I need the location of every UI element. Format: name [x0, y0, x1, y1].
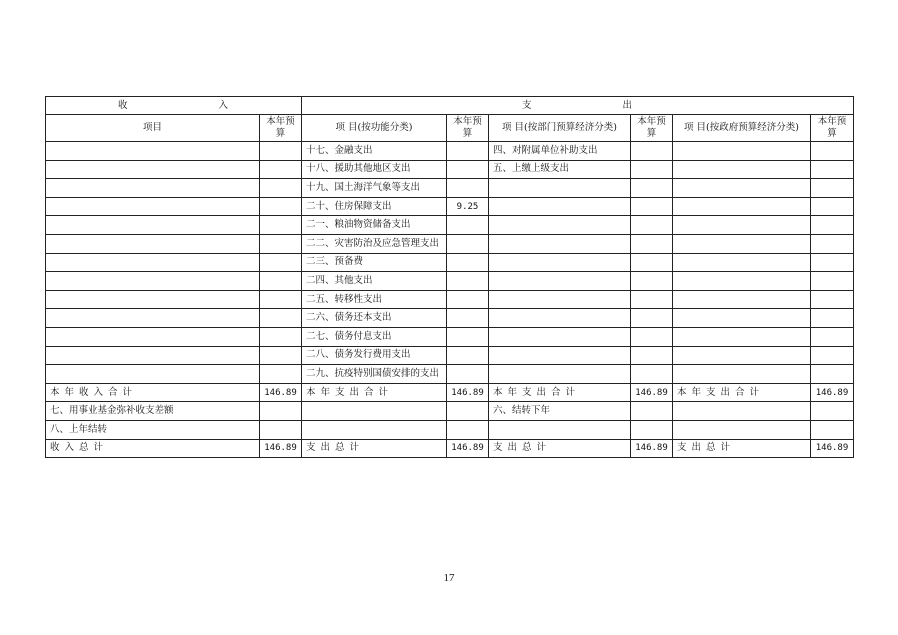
gov-amount-cell — [811, 420, 854, 439]
income-item-cell — [46, 365, 260, 384]
table-row — [46, 216, 854, 235]
gov-item-cell — [673, 402, 811, 421]
fund-offset-label: 七、用事业基金弥补收支差额 — [46, 402, 260, 421]
income-amount-cell — [260, 234, 302, 253]
current-year-header: 本年预算 — [811, 115, 854, 142]
function-grand-total-value: 146.89 — [447, 439, 489, 458]
gov-item-cell — [673, 309, 811, 328]
dept-total-value: 146.89 — [631, 383, 673, 402]
gov-item-cell — [673, 142, 811, 161]
gov-item-cell — [673, 272, 811, 291]
gov-item-cell — [673, 253, 811, 272]
table-row — [46, 365, 854, 384]
function-item-cell: 二三、预备费 — [302, 253, 447, 272]
dept-item-cell — [489, 327, 631, 346]
table-row — [46, 197, 854, 216]
gov-item-cell — [673, 234, 811, 253]
income-amount-cell — [260, 402, 302, 421]
function-amount-cell — [447, 365, 489, 384]
function-amount-cell — [447, 216, 489, 235]
table-row — [46, 420, 854, 439]
table-row — [46, 272, 854, 291]
table-row — [46, 142, 854, 161]
income-header: 收 入 — [46, 97, 302, 115]
table-body — [46, 97, 854, 458]
income-amount-cell — [260, 327, 302, 346]
income-amount-cell — [260, 179, 302, 198]
dept-item-cell — [489, 272, 631, 291]
dept-item-cell — [489, 309, 631, 328]
expense-grand-total-label: 支出总计 — [673, 439, 811, 458]
expense-header: 支 出 — [302, 97, 854, 115]
function-class-header: 项 目(按功能分类) — [302, 115, 447, 142]
dept-grand-total-value: 146.89 — [631, 439, 673, 458]
table-row — [46, 234, 854, 253]
dept-item-cell — [489, 253, 631, 272]
dept-item-cell: 五、上缴上级支出 — [489, 160, 631, 179]
income-item-cell — [46, 234, 260, 253]
function-amount-cell — [447, 420, 489, 439]
gov-amount-cell — [811, 365, 854, 384]
function-amount-cell — [447, 179, 489, 198]
annual-total-row — [46, 383, 854, 402]
gov-total-value: 146.89 — [811, 383, 854, 402]
gov-amount-cell — [811, 234, 854, 253]
function-item-cell: 二九、抗疫特别国债安排的支出 — [302, 365, 447, 384]
dept-amount-cell — [631, 253, 673, 272]
gov-amount-cell — [811, 309, 854, 328]
budget-table — [45, 96, 854, 458]
dept-amount-cell — [631, 309, 673, 328]
current-year-header: 本年预算 — [447, 115, 489, 142]
gov-amount-cell — [811, 346, 854, 365]
function-item-cell: 二二、灾害防治及应急管理支出 — [302, 234, 447, 253]
current-year-header: 本年预算 — [631, 115, 673, 142]
income-amount-cell — [260, 420, 302, 439]
income-grand-total-value: 146.89 — [260, 439, 302, 458]
table-row — [46, 290, 854, 309]
dept-item-cell: 四、对附属单位补助支出 — [489, 142, 631, 161]
gov-amount-cell — [811, 402, 854, 421]
gov-amount-cell — [811, 327, 854, 346]
function-amount-cell: 9.25 — [447, 197, 489, 216]
gov-item-cell — [673, 290, 811, 309]
dept-amount-cell — [631, 402, 673, 421]
dept-item-cell — [489, 346, 631, 365]
gov-item-cell — [673, 327, 811, 346]
function-amount-cell — [447, 327, 489, 346]
table-row — [46, 402, 854, 421]
table-row — [46, 309, 854, 328]
function-amount-cell — [447, 253, 489, 272]
dept-amount-cell — [631, 234, 673, 253]
dept-amount-cell — [631, 179, 673, 198]
function-amount-cell — [447, 346, 489, 365]
gov-amount-cell — [811, 197, 854, 216]
function-item-cell: 十八、援助其他地区支出 — [302, 160, 447, 179]
expense-total-label: 本年支出合计 — [489, 383, 631, 402]
expense-total-label: 本年支出合计 — [673, 383, 811, 402]
income-amount-cell — [260, 290, 302, 309]
dept-item-cell — [489, 197, 631, 216]
function-item-cell: 二七、债务付息支出 — [302, 327, 447, 346]
function-item-cell: 二六、债务还本支出 — [302, 309, 447, 328]
header-row-2 — [46, 115, 854, 142]
function-item-cell: 二一、粮油物资储备支出 — [302, 216, 447, 235]
function-amount-cell — [447, 309, 489, 328]
gov-amount-cell — [811, 272, 854, 291]
function-amount-cell — [447, 402, 489, 421]
gov-item-cell — [673, 365, 811, 384]
expense-total-label: 本年支出合计 — [302, 383, 447, 402]
income-amount-cell — [260, 197, 302, 216]
income-item-cell — [46, 253, 260, 272]
income-item-cell — [46, 327, 260, 346]
function-amount-cell — [447, 234, 489, 253]
income-item-cell — [46, 179, 260, 198]
dept-amount-cell — [631, 216, 673, 235]
dept-item-cell — [489, 216, 631, 235]
table-row — [46, 327, 854, 346]
function-item-cell: 二八、债务发行费用支出 — [302, 346, 447, 365]
expense-grand-total-label: 支出总计 — [302, 439, 447, 458]
income-item-cell — [46, 216, 260, 235]
income-amount-cell — [260, 253, 302, 272]
dept-econ-header: 项 目(按部门预算经济分类) — [489, 115, 631, 142]
income-amount-cell — [260, 309, 302, 328]
function-item-cell: 十七、金融支出 — [302, 142, 447, 161]
income-total-label: 本年收入合计 — [46, 383, 260, 402]
function-amount-cell — [447, 160, 489, 179]
function-item-cell: 二五、转移性支出 — [302, 290, 447, 309]
gov-econ-header: 项 目(按政府预算经济分类) — [673, 115, 811, 142]
dept-amount-cell — [631, 290, 673, 309]
header-row-1 — [46, 97, 854, 115]
dept-amount-cell — [631, 160, 673, 179]
dept-amount-cell — [631, 197, 673, 216]
page-number: 17 — [443, 572, 455, 584]
dept-amount-cell — [631, 346, 673, 365]
function-total-value: 146.89 — [447, 383, 489, 402]
gov-item-cell — [673, 197, 811, 216]
gov-amount-cell — [811, 253, 854, 272]
grand-total-row — [46, 439, 854, 458]
gov-item-cell — [673, 346, 811, 365]
function-item-cell: 十九、国土海洋气象等支出 — [302, 179, 447, 198]
income-amount-cell — [260, 142, 302, 161]
function-item-cell: 二十、住房保障支出 — [302, 197, 447, 216]
dept-amount-cell — [631, 142, 673, 161]
table-row — [46, 346, 854, 365]
gov-amount-cell — [811, 142, 854, 161]
gov-grand-total-value: 146.89 — [811, 439, 854, 458]
income-item-cell — [46, 346, 260, 365]
gov-item-cell — [673, 179, 811, 198]
income-amount-cell — [260, 216, 302, 235]
income-amount-cell — [260, 346, 302, 365]
item-header: 项目 — [46, 115, 260, 142]
income-total-value: 146.89 — [260, 383, 302, 402]
function-amount-cell — [447, 272, 489, 291]
function-item-cell: 二四、其他支出 — [302, 272, 447, 291]
income-item-cell — [46, 290, 260, 309]
prior-year-carryover-label: 八、上年结转 — [46, 420, 260, 439]
gov-item-cell — [673, 420, 811, 439]
dept-amount-cell — [631, 272, 673, 291]
table-row — [46, 179, 854, 198]
table-row — [46, 160, 854, 179]
function-item-cell — [302, 402, 447, 421]
gov-amount-cell — [811, 216, 854, 235]
dept-amount-cell — [631, 327, 673, 346]
dept-item-cell — [489, 179, 631, 198]
income-item-cell — [46, 272, 260, 291]
income-amount-cell — [260, 160, 302, 179]
dept-amount-cell — [631, 420, 673, 439]
gov-amount-cell — [811, 160, 854, 179]
gov-item-cell — [673, 216, 811, 235]
carry-forward-label: 六、结转下年 — [489, 402, 631, 421]
current-year-header: 本年预算 — [260, 115, 302, 142]
income-item-cell — [46, 309, 260, 328]
function-amount-cell — [447, 142, 489, 161]
expense-grand-total-label: 支出总计 — [489, 439, 631, 458]
income-grand-total-label: 收入总计 — [46, 439, 260, 458]
gov-amount-cell — [811, 179, 854, 198]
dept-item-cell — [489, 234, 631, 253]
income-item-cell — [46, 197, 260, 216]
gov-item-cell — [673, 160, 811, 179]
dept-amount-cell — [631, 365, 673, 384]
income-amount-cell — [260, 365, 302, 384]
function-item-cell — [302, 420, 447, 439]
function-amount-cell — [447, 290, 489, 309]
dept-item-cell — [489, 365, 631, 384]
table-row — [46, 253, 854, 272]
income-item-cell — [46, 142, 260, 161]
dept-item-cell — [489, 290, 631, 309]
income-item-cell — [46, 160, 260, 179]
gov-amount-cell — [811, 290, 854, 309]
income-amount-cell — [260, 272, 302, 291]
dept-item-cell — [489, 420, 631, 439]
